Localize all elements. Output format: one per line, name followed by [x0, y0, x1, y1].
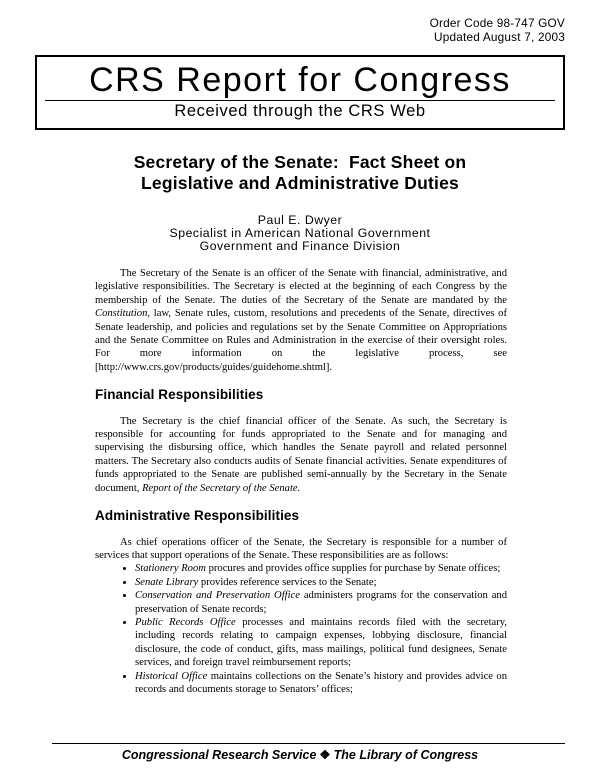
order-code-block [430, 16, 565, 44]
page-title [0, 152, 600, 193]
order-code: Order Code 98-747 GOV [429, 16, 565, 30]
page-title-line2: Legislative and Administrative Duties [141, 172, 459, 193]
footer-divider [52, 743, 565, 744]
banner-divider [45, 100, 555, 101]
author-name: Paul E. Dwyer [257, 213, 343, 227]
administrative-paragraph: As chief operations officer of the Senate, the Secretary is responsible for a number of services that support operations of the Senate. These responsibilities are as follows: [95, 536, 507, 561]
page-title-line1: Secretary of the Senate: Fact Sheet on [133, 152, 467, 172]
list-item-conservation-office: • Conservation and Preservation Office administers programs for the conservation and preservation of Senate records; [135, 589, 507, 616]
crs-banner-box [35, 55, 565, 130]
updated-date: Updated August 7, 2003 [434, 30, 565, 44]
author-division: Government and Finance Division [199, 238, 401, 253]
list-item-public-records-office: • Public Records Office processes and maintains records filed with the secretary, including records relating to campaign expenses, lobbying disclosure, financial disclosure, the code of conduct, gifts, mass mailings, political fund designees, Senate services, and foreign travel reimbursement reports; [135, 616, 507, 670]
list-item-stationery-room: • Stationery Room procures and provides office supplies for purchase by Senate offices; [135, 562, 507, 575]
section-heading-administrative: Administrative Responsibilities [95, 508, 300, 524]
document-body [95, 267, 507, 696]
byline [0, 214, 600, 252]
diamond-icon: ❖ [319, 748, 331, 762]
financial-paragraph: The Secretary is the chief financial officer of the Senate. As such, the Secretary is responsible for accounting for funds appropriated to the Senate and for managing and supervising the disbursing office, which handles the Senate payroll and related personnel matters. The Secretary also conducts audits of Senate financial activities. Senate expenditures of funds appropriated to the Senate are published semi-annually by the Secretary in the Senate document, Report of the Secretary of the Senate. [95, 415, 507, 494]
footer-org: Congressional Research Service [121, 748, 317, 762]
banner-title: CRS Report for Congress [89, 61, 511, 99]
list-item-senate-library: • Senate Library provides reference services to the Senate; [135, 576, 507, 589]
list-item-historical-office: • Historical Office maintains collections on the Senate’s history and provides advice on records and documents storage to Senators’ offices; [135, 670, 507, 697]
author-role: Specialist in American National Government [169, 225, 431, 240]
footer-text [0, 747, 600, 762]
duties-list [95, 562, 507, 696]
section-heading-financial: Financial Responsibilities [95, 387, 264, 403]
footer-publisher: The Library of Congress [333, 748, 479, 762]
banner-subtitle: Received through the CRS Web [174, 102, 426, 120]
intro-paragraph: The Secretary of the Senate is an officer of the Senate with financial, administrative, and legislative responsibilities. The Secretary is elected at the beginning of each Congress by the membership of the Senate. The duties of the Secretary of the Senate are mandated by the Constitution, law, Senate rules, custom, resolutions and precedents of the Senate, directives of Senate leadership, and policies and regulations set by the Senate Committee on Appropriations and the Senate Committee on Rules and Administration in the exercise of their oversight roles. For more information on the legislative process, see [http://www.crs.gov/products/guides/guidehome.shtml]. [95, 268, 507, 373]
